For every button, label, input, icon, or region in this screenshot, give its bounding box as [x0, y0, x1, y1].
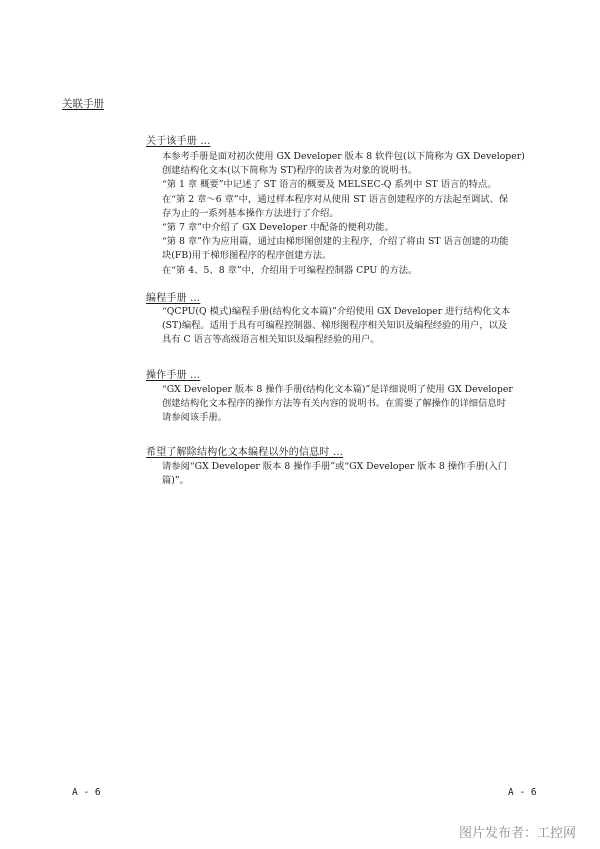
- paragraph-line: 存为止的一系列基本操作方法进行了介绍。: [162, 207, 339, 219]
- paragraph-line: “第 7 章”中介绍了 GX Developer 中配备的便利功能。: [162, 222, 394, 234]
- section-heading-other-info: 希望了解除结构化文本编程以外的信息时 ...: [146, 447, 344, 458]
- paragraph-line: 本参考手册是面对初次使用 GX Developer 版本 8 软件包(以下简称为 GX Developer): [162, 151, 525, 162]
- paragraph-line: 请参阅“GX Developer 版本 8 操作手册”或“GX Developer 版本 8 操作手册(入门: [162, 461, 508, 472]
- section-body-programming-manual: [162, 305, 552, 348]
- paragraph-line: 请参阅该手册。: [162, 412, 228, 424]
- watermark: 图片发布者：工控网: [458, 826, 576, 841]
- paragraph-line: “QCPU(Q 模式)编程手册(结构化文本篇)”介绍使用 GX Developer 进行结构化文本: [162, 306, 511, 317]
- paragraph-line: “第 8 章”作为应用篇，通过由梯形图创建的主程序，介绍了将由 ST 语言创建的功能: [162, 236, 509, 248]
- section-heading-about-manual: 关于该手册 ...: [146, 136, 211, 147]
- paragraph-line: “第 1 章 概要”中记述了 ST 语言的概要及 MELSEC-Q 系列中 ST 语言的特点。: [162, 179, 497, 191]
- section-body-other-info: [162, 460, 552, 488]
- section-heading-operating-manual: 操作手册 ...: [146, 370, 201, 381]
- page-number-right: A - 6: [508, 787, 537, 798]
- section-body-operating-manual: [162, 383, 552, 426]
- page-title: 关联手册: [62, 98, 104, 110]
- paragraph-line: 块(FB)用于梯形图程序的程序创建方法。: [162, 250, 332, 262]
- paragraph-line: “GX Developer 版本 8 操作手册(结构化文本篇)”是详细说明了使用 GX Developer: [162, 384, 513, 395]
- section-heading-programming-manual: 编程手册 ...: [146, 293, 201, 304]
- paragraph-line: (ST)编程。适用于具有可编程控制器、梯形图程序相关知识及编程经验的用户，以及: [162, 320, 508, 332]
- paragraph-line: 创建结构化文本程序的操作方法等有关内容的说明书。在需要了解操作的详细信息时: [162, 398, 506, 410]
- page-number-left: A - 6: [72, 787, 101, 798]
- paragraph-line: 创建结构化文本(以下简称为 ST)程序的读者为对象的说明书。: [162, 165, 418, 177]
- paragraph-line: 篇)”。: [162, 475, 189, 487]
- paragraph-line: 在“第 4、5、8 章”中，介绍用于可编程控制器 CPU 的方法。: [162, 264, 418, 276]
- paragraph-line: 在“第 2 章～6 章”中，通过样本程序对从使用 ST 语言创建程序的方法起至调试、保: [162, 193, 509, 205]
- paragraph-line: 具有 C 语言等高级语言相关知识及编程经验的用户。: [162, 334, 380, 346]
- section-body-about-manual: [162, 150, 552, 278]
